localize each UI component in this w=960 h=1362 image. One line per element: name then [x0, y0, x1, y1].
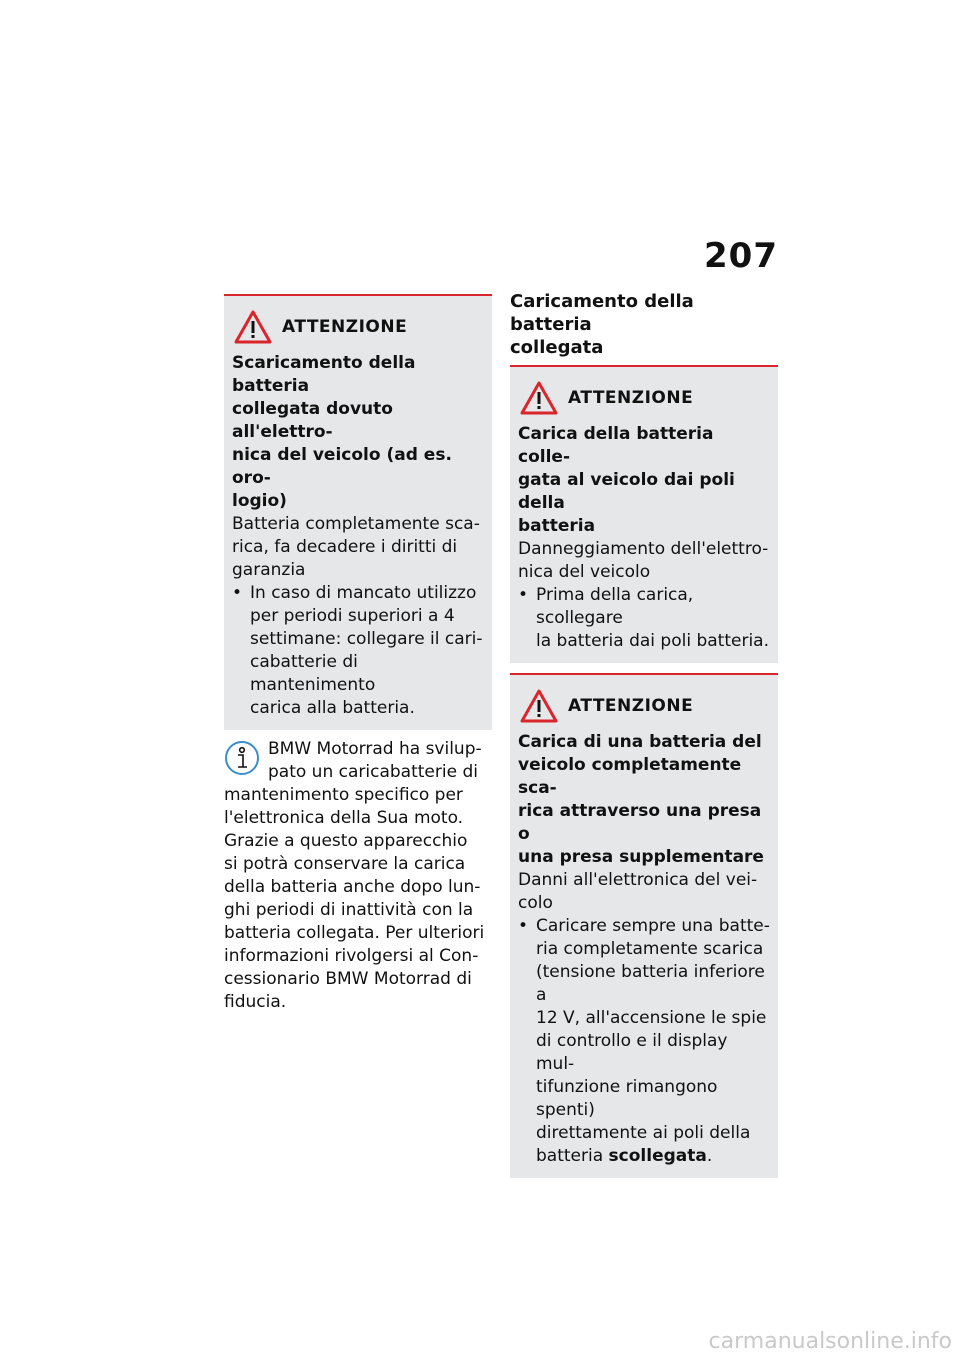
heading-line: collegata	[510, 337, 604, 358]
bullet-line: tifunzione rimangono spenti)	[536, 1077, 718, 1120]
bullet-line: settimane: collegare il cari-	[250, 629, 483, 649]
bullet-text: .	[706, 1146, 713, 1166]
warning-title-line: Carica di una batteria del	[518, 732, 762, 752]
warning-box-discharge	[224, 294, 492, 730]
info-line: informazioni rivolgersi al Con-	[224, 946, 479, 966]
bullet-line: (tensione batteria inferiore a	[536, 962, 765, 1005]
warning-title-line: Scaricamento della batteria	[232, 353, 416, 396]
warning-header	[232, 310, 484, 344]
bullet-bold-text: scollegata	[608, 1146, 707, 1166]
info-line: pato un caricabatterie di	[268, 762, 478, 782]
warning-title-line: nica del veicolo (ad es. oro-	[232, 445, 452, 488]
bullet-line: direttamente ai poli della	[536, 1123, 751, 1143]
warning-title	[518, 731, 770, 869]
bullet-line: • Prima della carica, scollegare	[536, 585, 694, 628]
right-column	[510, 290, 778, 1178]
warning-box-poles	[510, 365, 778, 663]
warning-body-line: garanzia	[232, 560, 306, 580]
warning-title-line: logio)	[232, 491, 287, 511]
left-column	[224, 294, 492, 1014]
info-line: si potrà conservare la carica	[224, 854, 466, 874]
warning-label: ATTENZIONE	[568, 388, 694, 408]
warning-header	[518, 689, 770, 723]
warning-bullet	[518, 584, 770, 653]
warning-title-line: gata al veicolo dai poli della	[518, 470, 735, 513]
heading-line: Caricamento della batteria	[510, 291, 694, 335]
bullet-line: carica alla batteria.	[250, 698, 415, 718]
warning-title-line: batteria	[518, 516, 596, 536]
warning-body-line: nica del veicolo	[518, 562, 651, 582]
warning-body-line: rica, fa decadere i diritti di	[232, 537, 458, 557]
info-line: della batteria anche dopo lun-	[224, 877, 481, 897]
warning-title	[518, 423, 770, 538]
watermark: carmanualsonline.info	[708, 1329, 952, 1354]
info-line: batteria collegata. Per ulteriori	[224, 923, 485, 943]
warning-title-line: veicolo completamente sca-	[518, 755, 742, 798]
bullet-text: batteria	[536, 1146, 609, 1166]
warning-box-full-discharge	[510, 673, 778, 1178]
warning-body-line: Batteria completamente sca-	[232, 514, 480, 534]
bullet-line: per periodi superiori a 4	[250, 606, 455, 626]
bullet-line: ria completamente scarica	[536, 939, 764, 959]
warning-title-line: Carica della batteria colle-	[518, 424, 714, 467]
warning-triangle-icon	[520, 689, 558, 723]
bullet-line: • In caso di mancato utilizzo	[250, 583, 477, 603]
warning-body	[518, 538, 770, 584]
info-line: fiducia.	[224, 992, 287, 1012]
section-heading	[510, 290, 778, 359]
info-line: cessionario BMW Motorrad di	[224, 969, 472, 989]
warning-body	[232, 513, 484, 582]
warning-bullet-list	[232, 582, 484, 720]
bullet-line: la batteria dai poli batteria.	[536, 631, 769, 651]
info-line: BMW Motorrad ha svilup-	[268, 739, 482, 759]
info-line: l'elettronica della Sua moto.	[224, 808, 464, 828]
warning-bullet-list	[518, 915, 770, 1168]
warning-title	[232, 352, 484, 513]
warning-bullet	[232, 582, 484, 720]
warning-triangle-icon	[520, 381, 558, 415]
info-line: ghi periodi di inattività con la	[224, 900, 474, 920]
warning-bullet	[518, 915, 770, 1168]
warning-triangle-icon	[234, 310, 272, 344]
warning-title-line: una presa supplementare	[518, 847, 764, 867]
bullet-line	[536, 1145, 770, 1168]
info-line: mantenimento specifico per	[224, 785, 463, 805]
bullet-line: • Caricare sempre una batte-	[536, 916, 770, 936]
warning-body-line: Danni all'elettronica del vei-	[518, 870, 758, 890]
warning-body	[518, 869, 770, 915]
warning-body-line: Danneggiamento dell'elettro-	[518, 539, 769, 559]
warning-bullet-list	[518, 584, 770, 653]
info-line: Grazie a questo apparecchio	[224, 831, 468, 851]
bullet-line: di controllo e il display mul-	[536, 1031, 728, 1074]
warning-title-line: rica attraverso una presa o	[518, 801, 762, 844]
bullet-line: cabatterie di mantenimento	[250, 652, 376, 695]
info-note	[224, 738, 492, 1014]
warning-label: ATTENZIONE	[282, 317, 408, 337]
info-icon	[224, 740, 260, 776]
warning-label: ATTENZIONE	[568, 696, 694, 716]
warning-title-line: collegata dovuto all'elettro-	[232, 399, 393, 442]
warning-body-line: colo	[518, 893, 553, 913]
page-number: 207	[704, 236, 778, 276]
warning-header	[518, 381, 770, 415]
bullet-line: 12 V, all'accensione le spie	[536, 1008, 767, 1028]
